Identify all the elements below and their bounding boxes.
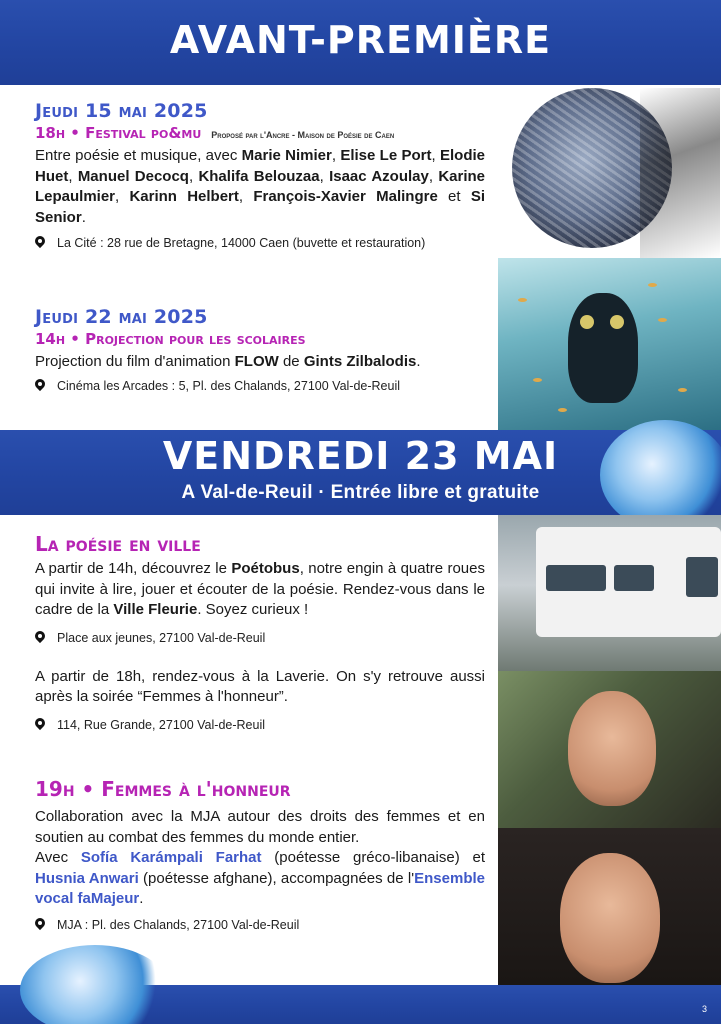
event-location: La Cité : 28 rue de Bretagne, 14000 Caen (buvette et restauration) — [35, 236, 485, 250]
footer-band — [0, 985, 721, 1024]
laverie-description: A partir de 18h, rendez-vous à la Laverie. On s'y retrouve aussi après la soirée “Femmes à l'honneur”. — [35, 667, 485, 705]
cat-eye — [580, 315, 594, 329]
fish — [533, 378, 542, 382]
event-festival-poemu — [35, 100, 485, 250]
water-splash-decoration — [600, 420, 721, 530]
bus-window — [614, 565, 654, 591]
fish — [518, 298, 527, 302]
page-number: 3 — [701, 1004, 707, 1014]
bus-window — [686, 557, 718, 597]
collaboration-description: Collaboration avec la MJA autour des droits des femmes et en soutien au combat des femmes du monde entier. — [35, 808, 485, 846]
face — [568, 691, 656, 806]
fish — [678, 388, 687, 392]
event-description: Projection du film d'animation FLOW de Gints Zilbalodis. — [35, 353, 421, 370]
poetobus-photo — [498, 515, 721, 671]
event-organizer-note: Proposé par l'Ancre - Maison de Poésie de Caen — [211, 130, 395, 140]
section-femmes-honneur — [35, 777, 485, 932]
bus-window — [546, 565, 606, 591]
event-date: Jeudi 22 mai 2025 — [35, 306, 208, 328]
cat-eye — [610, 315, 624, 329]
poetobus-description: A partir de 14h, découvrez le Poétobus, notre engin à quatre roues qui invite à lire, jouer et écouter de la poésie. Rendez-vous dans le cadre de la Ville Fleurie. Soyez curieux ! — [35, 560, 485, 618]
map-pin-icon — [35, 631, 45, 645]
header-band — [0, 0, 721, 85]
section-heading: La poésie en ville — [35, 532, 201, 556]
map-pin-icon — [35, 718, 45, 732]
fish — [558, 408, 567, 412]
poet-portrait-1 — [498, 671, 721, 828]
event-location: Cinéma les Arcades : 5, Pl. des Chalands, 27100 Val-de-Reuil — [35, 379, 485, 393]
event-description: Entre poésie et musique, avec Marie Nimier, Elise Le Port, Elodie Huet, Manuel Decocq, Khalifa Belouzaa, Isaac Azoulay, Karine Lepaulmier, Karinn Helbert, François-Xavier Malingre et Si Senior. — [35, 147, 485, 226]
flow-film-still-image — [498, 258, 721, 430]
map-pin-icon — [35, 236, 45, 250]
fish — [648, 283, 657, 287]
event-date: Jeudi 15 mai 2025 — [35, 100, 208, 122]
event-title: 14h • Projection pour les scolaires — [35, 330, 306, 348]
map-pin-icon — [35, 379, 45, 393]
event-location: Place aux jeunes, 27100 Val-de-Reuil — [35, 631, 485, 645]
friday-title: VENDREDI 23 MAI — [162, 434, 559, 478]
bus — [536, 527, 721, 637]
cat-figure — [568, 293, 638, 403]
friday-band — [0, 430, 721, 515]
water-splash-decoration — [20, 945, 170, 1024]
event-location: MJA : Pl. des Chalands, 27100 Val-de-Reuil — [35, 918, 485, 932]
friday-subtitle: A Val-de-Reuil · Entrée libre et gratuite — [181, 482, 540, 503]
map-pin-icon — [35, 918, 45, 932]
page-title: AVANT-PREMIÈRE — [169, 18, 552, 62]
fish — [658, 318, 667, 322]
poet-portrait-2 — [498, 828, 721, 985]
event-projection-scolaires — [35, 306, 485, 393]
face — [560, 853, 660, 983]
guests-description: Avec Sofía Karámpali Farhat (poétesse gréco-libanaise) et Husnia Anwari (poétesse afghane), accompagnées de l'Ensemble vocal faMajeur. — [35, 849, 485, 907]
section-heading: 19h • Femmes à l'honneur — [35, 777, 291, 801]
section-poesie-en-ville — [35, 532, 485, 732]
event-location: 114, Rue Grande, 27100 Val-de-Reuil — [35, 718, 485, 732]
event-title: 18h • Festival po&mu — [35, 124, 202, 142]
artwork-decoration — [640, 88, 720, 258]
